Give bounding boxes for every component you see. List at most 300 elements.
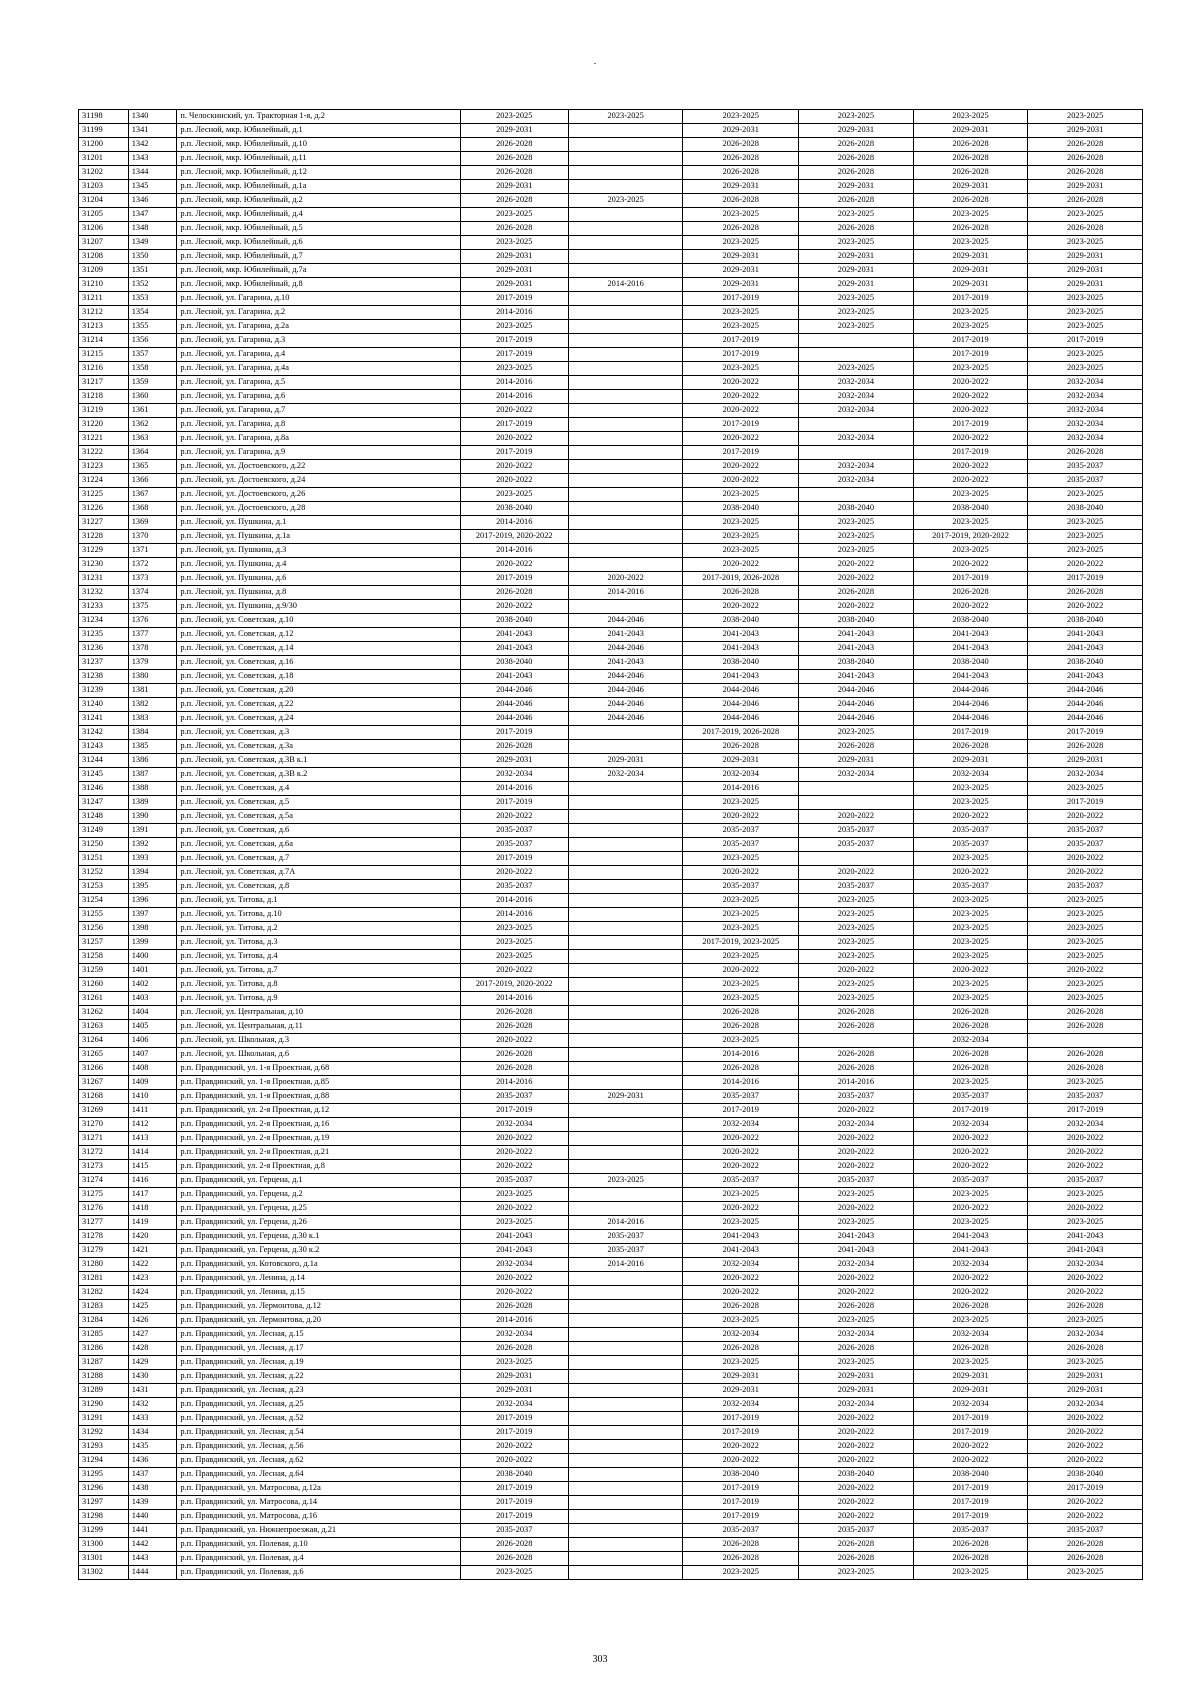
cell-c6: 2038-2040: [1028, 1468, 1143, 1482]
cell-c6: 2020-2022: [1028, 810, 1143, 824]
cell-c2: 2044-2046: [568, 712, 683, 726]
cell-c2: [568, 404, 683, 418]
cell-c5: 2023-2025: [913, 110, 1028, 124]
cell-c3: 2020-2022: [683, 390, 799, 404]
cell-c4: 2023-2025: [799, 110, 914, 124]
cell-address: р.п. Правдинский, ул. Лермонтова, д.20: [177, 1314, 460, 1328]
cell-c2: [568, 1160, 683, 1174]
cell-c1: 2041-2043: [460, 642, 568, 656]
table-row: [79, 1328, 1143, 1342]
cell-id: 31224: [79, 474, 129, 488]
table-row: [79, 1342, 1143, 1356]
cell-address: р.п. Правдинский, ул. Лесная, д.52: [177, 1412, 460, 1426]
cell-address: р.п. Лесной, мкр. Юбилейный, д.6: [177, 236, 460, 250]
cell-id: 31199: [79, 124, 129, 138]
cell-c5: 2029-2031: [913, 250, 1028, 264]
cell-c6: 2026-2028: [1028, 152, 1143, 166]
cell-c1: 2029-2031: [460, 1384, 568, 1398]
table-row: [79, 390, 1143, 404]
cell-id: 31211: [79, 292, 129, 306]
cell-num: 1349: [128, 236, 177, 250]
cell-c4: 2029-2031: [799, 180, 914, 194]
cell-c6: 2020-2022: [1028, 1146, 1143, 1160]
cell-c4: 2014-2016: [799, 1076, 914, 1090]
cell-c2: [568, 1146, 683, 1160]
cell-num: 1392: [128, 838, 177, 852]
cell-id: 31260: [79, 978, 129, 992]
cell-c3: 2023-2025: [683, 1034, 799, 1048]
cell-id: 31270: [79, 1118, 129, 1132]
cell-c5: 2038-2040: [913, 502, 1028, 516]
cell-c2: 2044-2046: [568, 614, 683, 628]
cell-c5: 2029-2031: [913, 754, 1028, 768]
cell-c5: 2041-2043: [913, 642, 1028, 656]
cell-num: 1416: [128, 1174, 177, 1188]
cell-c6: 2023-2025: [1028, 894, 1143, 908]
cell-c1: 2026-2028: [460, 166, 568, 180]
cell-c6: 2032-2034: [1028, 404, 1143, 418]
cell-c1: 2029-2031: [460, 250, 568, 264]
cell-c5: 2026-2028: [913, 586, 1028, 600]
cell-num: 1378: [128, 642, 177, 656]
cell-num: 1440: [128, 1510, 177, 1524]
cell-c1: 2014-2016: [460, 1076, 568, 1090]
cell-c6: 2023-2025: [1028, 1076, 1143, 1090]
cell-c3: 2020-2022: [683, 558, 799, 572]
cell-c2: [568, 1426, 683, 1440]
cell-c2: [568, 852, 683, 866]
cell-id: 31257: [79, 936, 129, 950]
cell-num: 1372: [128, 558, 177, 572]
cell-c4: 2020-2022: [799, 1146, 914, 1160]
cell-num: 1398: [128, 922, 177, 936]
cell-c6: 2020-2022: [1028, 600, 1143, 614]
cell-id: 31237: [79, 656, 129, 670]
cell-c6: 2026-2028: [1028, 1006, 1143, 1020]
cell-address: р.п. Правдинский, ул. Котовского, д.1а: [177, 1258, 460, 1272]
cell-c1: 2044-2046: [460, 684, 568, 698]
cell-c4: 2035-2037: [799, 1524, 914, 1538]
cell-c5: 2017-2019: [913, 1104, 1028, 1118]
cell-c2: [568, 1202, 683, 1216]
cell-id: 31213: [79, 320, 129, 334]
cell-c5: 2020-2022: [913, 558, 1028, 572]
cell-id: 31281: [79, 1272, 129, 1286]
cell-c3: 2041-2043: [683, 1230, 799, 1244]
cell-c4: 2041-2043: [799, 670, 914, 684]
cell-id: 31276: [79, 1202, 129, 1216]
table-row: [79, 824, 1143, 838]
cell-c5: 2044-2046: [913, 698, 1028, 712]
cell-c1: 2035-2037: [460, 880, 568, 894]
cell-c6: 2041-2043: [1028, 670, 1143, 684]
cell-c2: [568, 1076, 683, 1090]
table-row: [79, 124, 1143, 138]
cell-c3: 2023-2025: [683, 1216, 799, 1230]
cell-id: 31266: [79, 1062, 129, 1076]
cell-c3: 2017-2019, 2026-2028: [683, 572, 799, 586]
cell-num: 1438: [128, 1482, 177, 1496]
cell-num: 1345: [128, 180, 177, 194]
cell-c4: 2038-2040: [799, 1468, 914, 1482]
table-row: [79, 1244, 1143, 1258]
table-row: [79, 796, 1143, 810]
cell-address: р.п. Лесной, ул. Титова, д.2: [177, 922, 460, 936]
cell-c3: 2026-2028: [683, 152, 799, 166]
cell-c6: 2020-2022: [1028, 1160, 1143, 1174]
cell-c5: 2026-2028: [913, 1300, 1028, 1314]
cell-c5: 2023-2025: [913, 796, 1028, 810]
cell-id: 31202: [79, 166, 129, 180]
cell-c2: 2044-2046: [568, 684, 683, 698]
cell-c6: 2029-2031: [1028, 754, 1143, 768]
cell-num: 1384: [128, 726, 177, 740]
table-row: [79, 670, 1143, 684]
cell-c6: 2035-2037: [1028, 1174, 1143, 1188]
cell-c3: 2035-2037: [683, 1524, 799, 1538]
cell-id: 31244: [79, 754, 129, 768]
cell-c5: 2023-2025: [913, 922, 1028, 936]
cell-num: 1429: [128, 1356, 177, 1370]
table-row: [79, 1104, 1143, 1118]
cell-c2: [568, 460, 683, 474]
cell-address: р.п. Правдинский, ул. Лесная, д.54: [177, 1426, 460, 1440]
cell-c3: 2032-2034: [683, 1258, 799, 1272]
cell-c5: 2032-2034: [913, 1328, 1028, 1342]
cell-c5: 2032-2034: [913, 1118, 1028, 1132]
cell-num: 1375: [128, 600, 177, 614]
table-row: [79, 1426, 1143, 1440]
cell-c4: 2026-2028: [799, 1062, 914, 1076]
cell-num: 1351: [128, 264, 177, 278]
cell-address: п. Челоскинский, ул. Тракторная 1-я, д.2: [177, 110, 460, 124]
cell-c1: 2020-2022: [460, 1454, 568, 1468]
cell-c4: 2026-2028: [799, 152, 914, 166]
cell-c6: 2023-2025: [1028, 922, 1143, 936]
cell-c2: [568, 1524, 683, 1538]
cell-c6: 2023-2025: [1028, 236, 1143, 250]
cell-c6: 2023-2025: [1028, 110, 1143, 124]
cell-c3: 2020-2022: [683, 1272, 799, 1286]
cell-c6: 2020-2022: [1028, 1132, 1143, 1146]
cell-c4: 2023-2025: [799, 530, 914, 544]
cell-id: 31230: [79, 558, 129, 572]
cell-c4: [799, 348, 914, 362]
cell-num: 1342: [128, 138, 177, 152]
cell-c6: 2020-2022: [1028, 1202, 1143, 1216]
cell-c1: 2014-2016: [460, 782, 568, 796]
cell-c3: 2020-2022: [683, 1160, 799, 1174]
cell-c5: 2026-2028: [913, 194, 1028, 208]
cell-c2: [568, 348, 683, 362]
cell-c6: 2017-2019: [1028, 796, 1143, 810]
cell-c6: 2038-2040: [1028, 502, 1143, 516]
cell-address: р.п. Лесной, ул. Титова, д.9: [177, 992, 460, 1006]
cell-id: 31204: [79, 194, 129, 208]
cell-num: 1437: [128, 1468, 177, 1482]
table-row: [79, 1272, 1143, 1286]
cell-c2: [568, 1118, 683, 1132]
cell-c1: 2023-2025: [460, 488, 568, 502]
cell-address: р.п. Лесной, ул. Достоевского, д.26: [177, 488, 460, 502]
cell-c5: 2020-2022: [913, 390, 1028, 404]
cell-c3: 2017-2019: [683, 292, 799, 306]
cell-c2: [568, 488, 683, 502]
cell-c2: [568, 600, 683, 614]
cell-c2: [568, 1538, 683, 1552]
cell-c1: 2026-2028: [460, 1300, 568, 1314]
cell-address: р.п. Лесной, ул. Советская, д.3: [177, 726, 460, 740]
cell-id: 31249: [79, 824, 129, 838]
cell-id: 31228: [79, 530, 129, 544]
cell-c3: 2023-2025: [683, 306, 799, 320]
cell-id: 31223: [79, 460, 129, 474]
cell-c3: 2020-2022: [683, 376, 799, 390]
cell-c2: [568, 1286, 683, 1300]
cell-c2: [568, 1496, 683, 1510]
table-row: [79, 1006, 1143, 1020]
cell-c4: 2038-2040: [799, 614, 914, 628]
table-row: [79, 978, 1143, 992]
cell-c2: [568, 544, 683, 558]
cell-id: 31298: [79, 1510, 129, 1524]
cell-c6: 2023-2025: [1028, 362, 1143, 376]
cell-c1: 2014-2016: [460, 390, 568, 404]
cell-c5: 2026-2028: [913, 166, 1028, 180]
cell-c6: 2032-2034: [1028, 1328, 1143, 1342]
cell-id: 31231: [79, 572, 129, 586]
table-row: [79, 194, 1143, 208]
cell-id: 31218: [79, 390, 129, 404]
cell-address: р.п. Лесной, ул. Советская, д.22: [177, 698, 460, 712]
table-row: [79, 866, 1143, 880]
cell-c2: [568, 502, 683, 516]
cell-c5: 2035-2037: [913, 1524, 1028, 1538]
cell-c2: 2014-2016: [568, 1258, 683, 1272]
cell-c5: 2017-2019: [913, 1510, 1028, 1524]
cell-c6: 2035-2037: [1028, 824, 1143, 838]
cell-id: 31220: [79, 418, 129, 432]
cell-c4: 2020-2022: [799, 1510, 914, 1524]
cell-c5: 2032-2034: [913, 1398, 1028, 1412]
cell-c4: 2020-2022: [799, 1272, 914, 1286]
cell-c4: 2023-2025: [799, 362, 914, 376]
cell-id: 31208: [79, 250, 129, 264]
cell-c1: 2029-2031: [460, 264, 568, 278]
cell-c1: 2017-2019: [460, 348, 568, 362]
cell-num: 1433: [128, 1412, 177, 1426]
cell-id: 31264: [79, 1034, 129, 1048]
cell-c2: 2023-2025: [568, 1174, 683, 1188]
cell-c3: 2023-2025: [683, 950, 799, 964]
cell-c6: [1028, 1034, 1143, 1048]
cell-c3: 2041-2043: [683, 642, 799, 656]
cell-c6: 2023-2025: [1028, 782, 1143, 796]
cell-num: 1377: [128, 628, 177, 642]
cell-c1: 2023-2025: [460, 236, 568, 250]
cell-c4: 2026-2028: [799, 1342, 914, 1356]
cell-id: 31212: [79, 306, 129, 320]
cell-c2: 2044-2046: [568, 642, 683, 656]
cell-c4: 2023-2025: [799, 978, 914, 992]
table-row: [79, 488, 1143, 502]
cell-c4: 2020-2022: [799, 600, 914, 614]
cell-c5: 2038-2040: [913, 614, 1028, 628]
cell-c4: 2038-2040: [799, 656, 914, 670]
cell-c6: 2041-2043: [1028, 1230, 1143, 1244]
cell-c1: 2026-2028: [460, 740, 568, 754]
cell-c1: 2020-2022: [460, 1034, 568, 1048]
cell-c5: 2041-2043: [913, 1244, 1028, 1258]
cell-id: 31296: [79, 1482, 129, 1496]
cell-c4: 2032-2034: [799, 474, 914, 488]
cell-id: 31274: [79, 1174, 129, 1188]
cell-c3: 2035-2037: [683, 880, 799, 894]
cell-id: 31286: [79, 1342, 129, 1356]
cell-c4: 2020-2022: [799, 866, 914, 880]
cell-address: р.п. Лесной, мкр. Юбилейный, д.4: [177, 208, 460, 222]
table-row: [79, 684, 1143, 698]
cell-c1: 2017-2019: [460, 418, 568, 432]
table-row: [79, 852, 1143, 866]
cell-c1: 2026-2028: [460, 222, 568, 236]
cell-c5: 2029-2031: [913, 180, 1028, 194]
cell-c4: 2026-2028: [799, 586, 914, 600]
cell-c6: 2020-2022: [1028, 1440, 1143, 1454]
cell-c4: 2041-2043: [799, 1230, 914, 1244]
cell-c2: [568, 964, 683, 978]
cell-c4: 2020-2022: [799, 1412, 914, 1426]
cell-c4: 2023-2025: [799, 1356, 914, 1370]
cell-num: 1380: [128, 670, 177, 684]
cell-c1: 2035-2037: [460, 1090, 568, 1104]
table-row: [79, 1300, 1143, 1314]
cell-c1: 2026-2028: [460, 586, 568, 600]
cell-id: 31219: [79, 404, 129, 418]
cell-address: р.п. Лесной, мкр. Юбилейный, д.12: [177, 166, 460, 180]
cell-c1: 2014-2016: [460, 516, 568, 530]
cell-c5: 2023-2025: [913, 516, 1028, 530]
cell-id: 31275: [79, 1188, 129, 1202]
cell-c4: 2032-2034: [799, 1328, 914, 1342]
cell-c5: 2023-2025: [913, 1188, 1028, 1202]
cell-c2: [568, 1342, 683, 1356]
cell-c6: 2041-2043: [1028, 642, 1143, 656]
table-row: [79, 936, 1143, 950]
cell-id: 31292: [79, 1426, 129, 1440]
cell-c2: [568, 124, 683, 138]
table-row: [79, 1468, 1143, 1482]
cell-c1: 2020-2022: [460, 964, 568, 978]
cell-c4: 2023-2025: [799, 320, 914, 334]
table-row: [79, 1370, 1143, 1384]
cell-c6: 2029-2031: [1028, 250, 1143, 264]
table-row: [79, 1174, 1143, 1188]
data-table: [78, 109, 1143, 1580]
cell-num: 1435: [128, 1440, 177, 1454]
cell-c3: 2014-2016: [683, 1048, 799, 1062]
cell-c2: [568, 950, 683, 964]
cell-num: 1399: [128, 936, 177, 950]
cell-c3: 2017-2019: [683, 418, 799, 432]
cell-c3: 2032-2034: [683, 1328, 799, 1342]
cell-c3: 2017-2019: [683, 1510, 799, 1524]
cell-c4: 2035-2037: [799, 1090, 914, 1104]
cell-c6: 2026-2028: [1028, 1020, 1143, 1034]
cell-c3: 2017-2019: [683, 1426, 799, 1440]
cell-c6: 2026-2028: [1028, 138, 1143, 152]
cell-id: 31283: [79, 1300, 129, 1314]
cell-c5: 2017-2019: [913, 446, 1028, 460]
table-row: [79, 1020, 1143, 1034]
cell-c3: 2026-2028: [683, 1300, 799, 1314]
cell-c4: 2032-2034: [799, 1258, 914, 1272]
cell-c4: 2035-2037: [799, 838, 914, 852]
cell-address: р.п. Правдинский, ул. Герцена, д.2: [177, 1188, 460, 1202]
cell-c3: 2029-2031: [683, 278, 799, 292]
cell-c5: 2023-2025: [913, 1076, 1028, 1090]
table-row: [79, 572, 1143, 586]
cell-c1: 2023-2025: [460, 950, 568, 964]
cell-id: 31294: [79, 1454, 129, 1468]
cell-address: р.п. Правдинский, ул. Лесная, д.56: [177, 1440, 460, 1454]
cell-c2: 2044-2046: [568, 698, 683, 712]
cell-c4: 2038-2040: [799, 502, 914, 516]
cell-id: 31217: [79, 376, 129, 390]
cell-id: 31295: [79, 1468, 129, 1482]
cell-c5: 2029-2031: [913, 264, 1028, 278]
cell-c3: 2020-2022: [683, 474, 799, 488]
cell-c1: 2020-2022: [460, 474, 568, 488]
cell-address: р.п. Правдинский, ул. Герцена, д.30 к.1: [177, 1230, 460, 1244]
cell-c2: [568, 558, 683, 572]
cell-num: 1405: [128, 1020, 177, 1034]
cell-c3: 2044-2046: [683, 698, 799, 712]
cell-c2: 2014-2016: [568, 278, 683, 292]
cell-id: 31250: [79, 838, 129, 852]
cell-num: 1393: [128, 852, 177, 866]
cell-c4: 2044-2046: [799, 698, 914, 712]
cell-num: 1387: [128, 768, 177, 782]
cell-c1: 2041-2043: [460, 628, 568, 642]
cell-c6: 2026-2028: [1028, 446, 1143, 460]
cell-c3: 2023-2025: [683, 852, 799, 866]
cell-c4: 2029-2031: [799, 250, 914, 264]
cell-c4: 2032-2034: [799, 390, 914, 404]
cell-c5: 2026-2028: [913, 138, 1028, 152]
cell-c2: [568, 208, 683, 222]
cell-id: 31254: [79, 894, 129, 908]
cell-address: р.п. Лесной, ул. Гагарина, д.2а: [177, 320, 460, 334]
cell-c3: 2029-2031: [683, 180, 799, 194]
cell-c6: 2020-2022: [1028, 1412, 1143, 1426]
cell-c1: 2035-2037: [460, 824, 568, 838]
cell-c3: 2026-2028: [683, 1552, 799, 1566]
cell-c4: 2023-2025: [799, 1188, 914, 1202]
cell-address: р.п. Лесной, ул. Советская, д.6а: [177, 838, 460, 852]
cell-num: 1420: [128, 1230, 177, 1244]
table-row: [79, 138, 1143, 152]
cell-c6: 2023-2025: [1028, 1188, 1143, 1202]
table-row: [79, 1202, 1143, 1216]
cell-num: 1415: [128, 1160, 177, 1174]
cell-c4: 2020-2022: [799, 1482, 914, 1496]
cell-c3: 2020-2022: [683, 1146, 799, 1160]
cell-c2: [568, 1398, 683, 1412]
cell-c1: 2017-2019: [460, 446, 568, 460]
cell-num: 1369: [128, 516, 177, 530]
cell-c2: [568, 1300, 683, 1314]
